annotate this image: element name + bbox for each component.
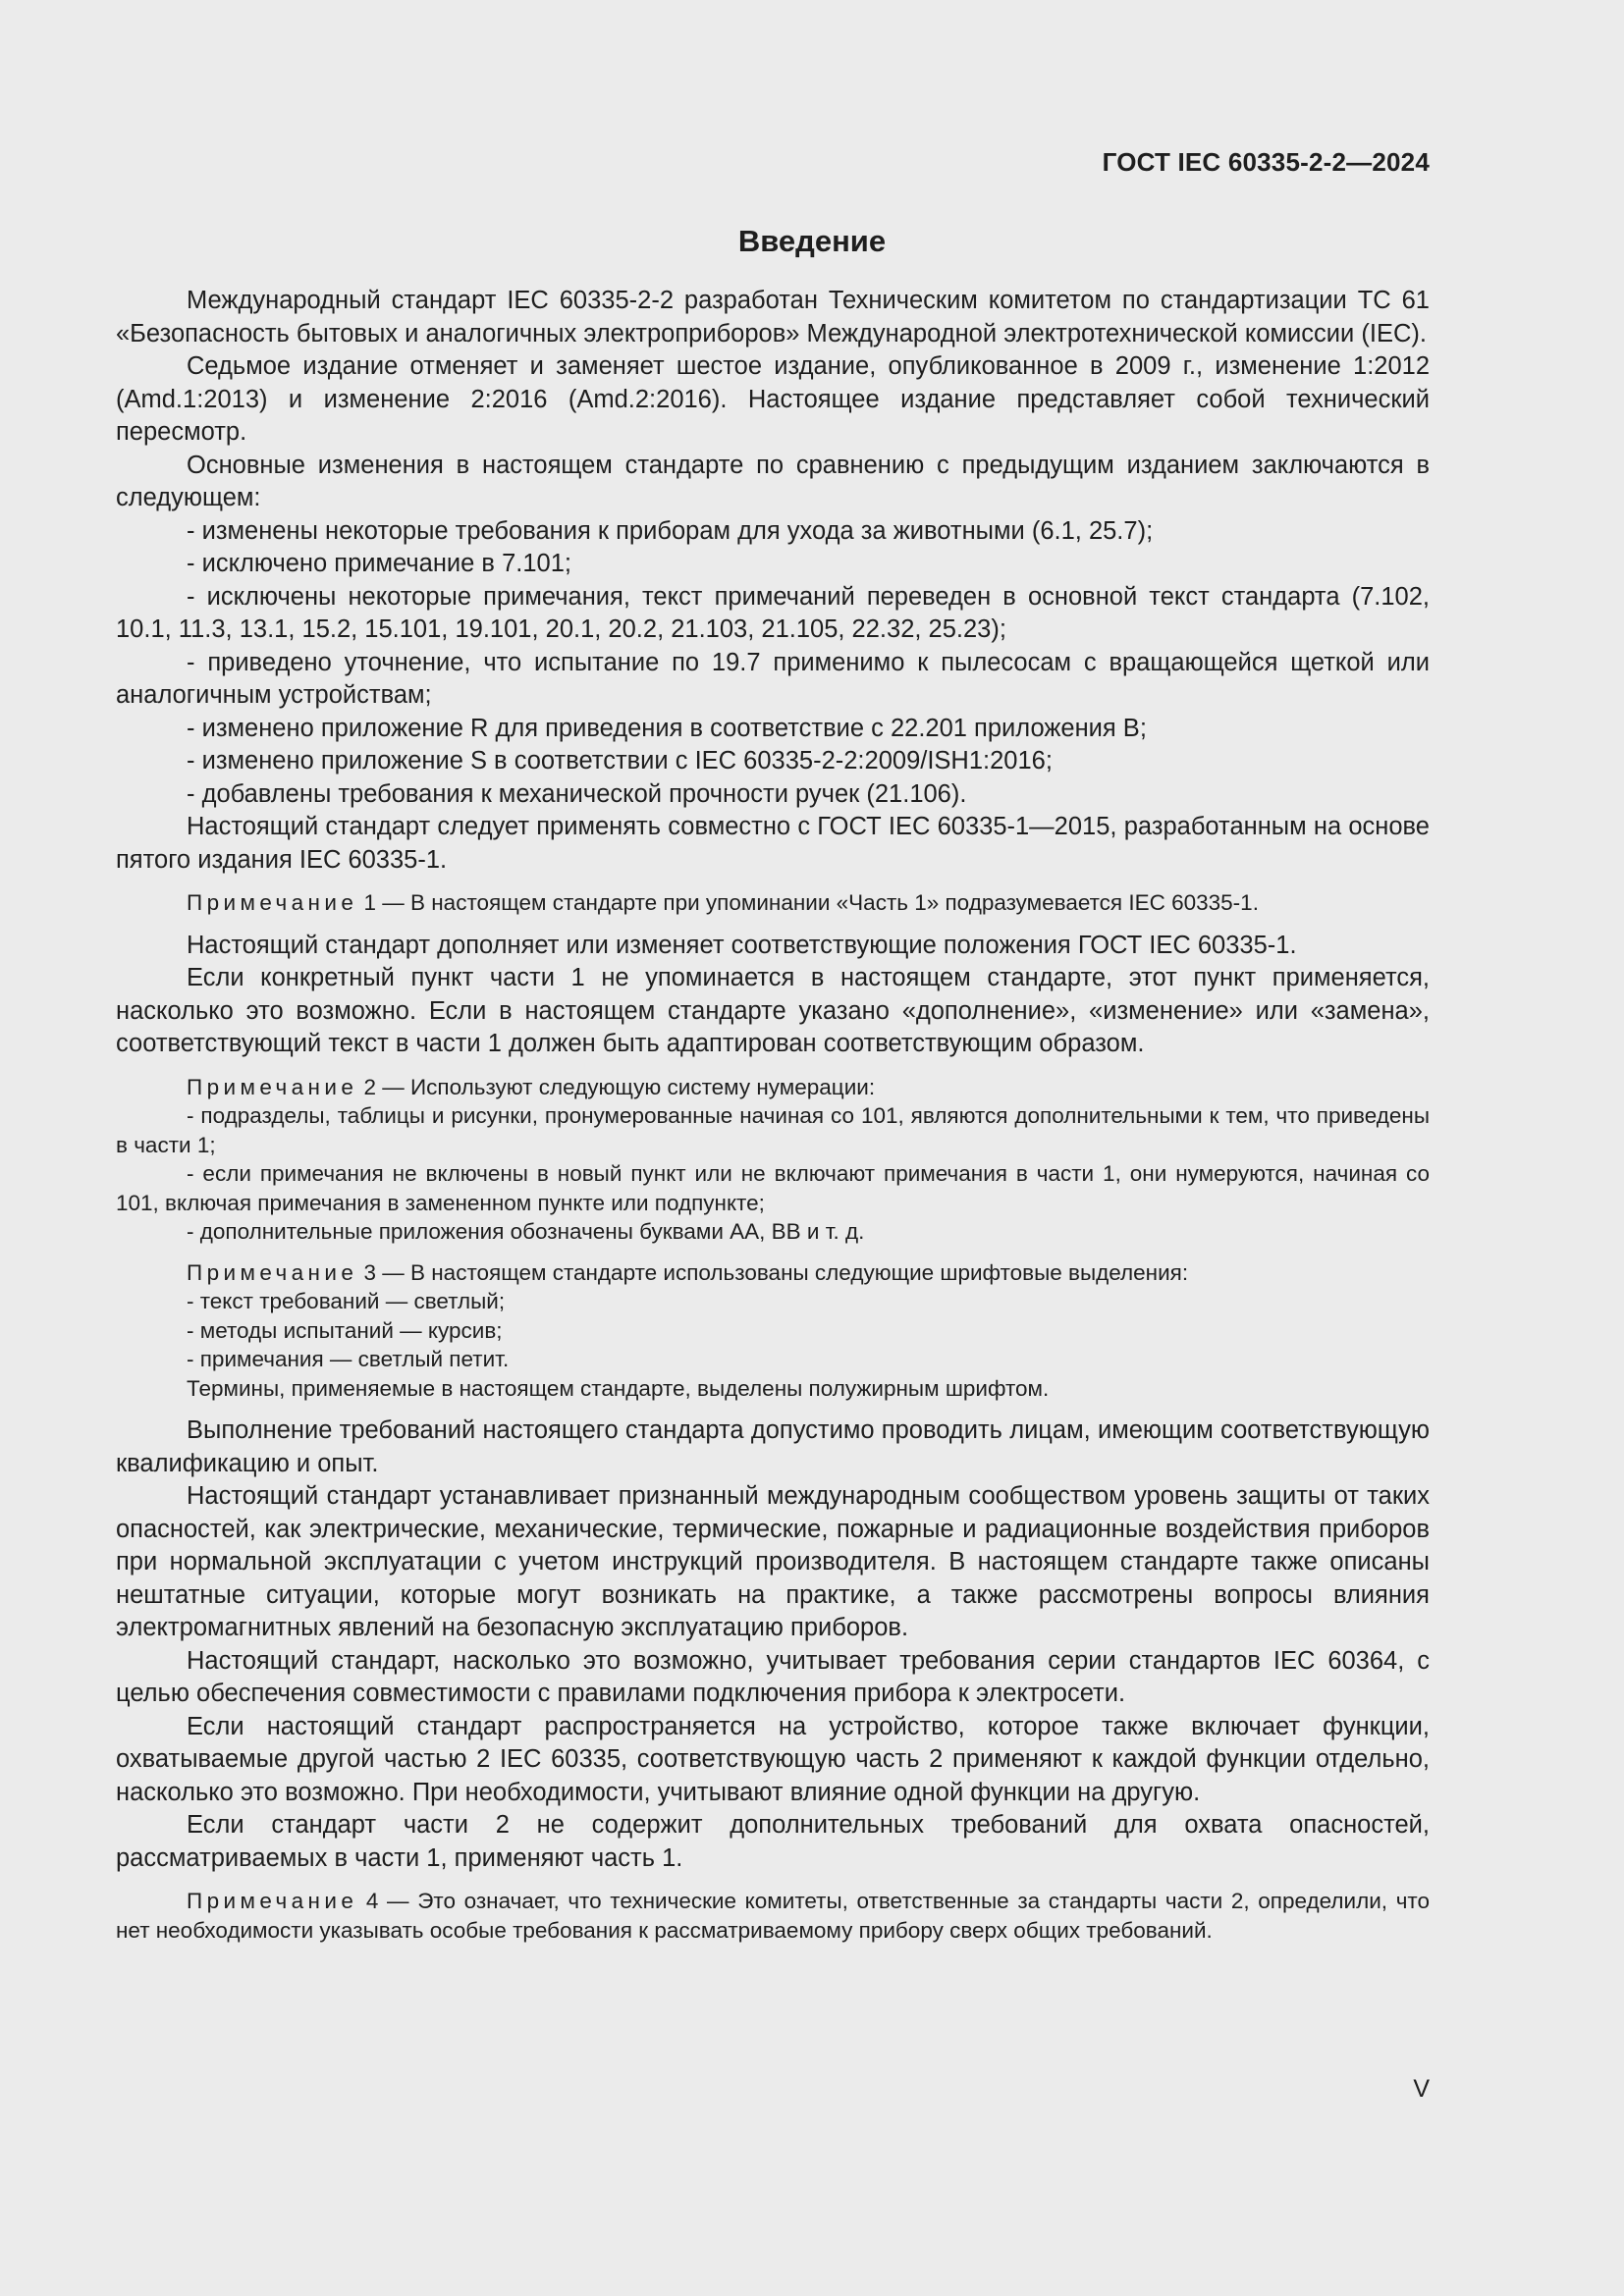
list-item: - добавлены требования к механической прочности ручек (21.106). [187, 779, 967, 808]
document-code: ГОСТ IEC 60335-2-2—2024 [1102, 147, 1430, 177]
note-list-item: - дополнительные приложения обозначены буквами АА, ВВ и т. д. [187, 1219, 865, 1244]
note-text [116, 888, 1430, 918]
note-list-item: - подразделы, таблицы и рисунки, пронумерованные начиная со 101, являются дополнительными к тем, что приведены в части 1; [116, 1103, 1430, 1157]
paragraph: Если стандарт части 2 не содержит дополнительных требований для охвата опасностей, рассматриваемых в части 1, применяют часть 1. [116, 1811, 1430, 1872]
note-body: 2 — Используют следующую систему нумерации: [357, 1074, 876, 1099]
paragraph: Настоящий стандарт, насколько это возможно, учитывает требования серии стандартов IEC 60364, с целью обеспечения совместимости с правилами подключения прибора к электросети. [116, 1646, 1430, 1707]
document-body [116, 285, 1430, 1956]
paragraph: Международный стандарт IEC 60335-2-2 разработан Техническим комитетом по стандартизации ТС 61 «Безопасность бытовых и аналогичных электроприборов» Международной электротехнической комиссии (IEC). [116, 287, 1430, 347]
section-title: Введение [737, 224, 887, 258]
note-list-item: - если примечания не включены в новый пункт или не включают примечания в части 1, они нумеруются, начиная со 101, включая примечания в замененном пункте или подпункте; [116, 1161, 1430, 1215]
note-label: Примечание [187, 1259, 358, 1285]
paragraph: Основные изменения в настоящем стандарте по сравнению с предыдущим изданием заключаются в следующем: [116, 451, 1430, 511]
list-item: - приведено уточнение, что испытание по 19.7 применимо к пылесосам с вращающейся щеткой или аналогичным устройствам; [116, 648, 1430, 709]
page-number: V [1413, 2075, 1430, 2103]
note-trailing-text: Термины, применяемые в настоящем стандарте, выделены полужирным шрифтом. [187, 1375, 1050, 1401]
note-2 [116, 1073, 1430, 1247]
list-item: - исключено примечание в 7.101; [187, 550, 571, 577]
paragraph: Седьмое издание отменяет и заменяет шестое издание, опубликованное в 2009 г., изменение 1:2012 (Amd.1:2013) и изменение 2:2016 (Amd.2:2016). Настоящее издание представляет собой технический пересмотр. [116, 352, 1430, 446]
changes-list [116, 515, 1430, 812]
note-4 [116, 1887, 1430, 1945]
note-list-item: - текст требований — светлый; [187, 1289, 506, 1313]
note-body: 4 — Это означает, что технические комитеты, ответственные за стандарты части 2, определили, что нет необходимости указывать особые требования к рассматриваемому прибору сверх общих требований. [116, 1889, 1430, 1943]
note-list-item: - методы испытаний — курсив; [187, 1317, 503, 1343]
paragraph: Настоящий стандарт следует применять совместно с ГОСТ IEC 60335-1—2015, разработанным на основе пятого издания IEC 60335-1. [116, 813, 1430, 874]
note-label: Примечание [187, 1074, 358, 1099]
list-item: - исключены некоторые примечания, текст примечаний переведен в основной текст стандарта (7.102, 10.1, 11.3, 13.1, 15.2, 15.101, 19.101, 20.1, 20.2, 21.103, 21.105, 22.32, 25.23); [116, 582, 1430, 643]
paragraph: Настоящий стандарт дополняет или изменяет соответствующие положения ГОСТ IEC 60335-1. [187, 931, 1297, 959]
note-body: 1 — В настоящем стандарте при упоминании «Часть 1» подразумевается IEC 60335-1. [357, 890, 1259, 915]
note-text [116, 1073, 1430, 1102]
note-label: Примечание [187, 890, 358, 915]
note-label: Примечание [187, 1889, 358, 1913]
paragraph: Если конкретный пункт части 1 не упоминается в настоящем стандарте, этот пункт применяется, насколько это возможно. Если в настоящем стандарте указано «дополнение», «изменение» или «замена», соответствующий текст в части 1 должен быть адаптирован соответствующим образом. [116, 964, 1430, 1057]
note-list-item: - примечания — светлый петит. [187, 1347, 510, 1371]
paragraph: Если настоящий стандарт распространяется на устройство, которое также включает функции, охватываемые другой частью 2 IEC 60335, соответствующую часть 2 применяют к каждой функции отдельно, насколько это возможно. При необходимости, учитывают влияние одной функции на другую. [116, 1712, 1430, 1806]
list-item: - изменено приложение S в соответствии с IEC 60335-2-2:2009/ISH1:2016; [187, 747, 1053, 774]
note-1 [116, 888, 1430, 918]
note-3 [116, 1258, 1430, 1404]
list-item: - изменены некоторые требования к приборам для ухода за животными (6.1, 25.7); [187, 516, 1154, 545]
note-text [116, 1258, 1430, 1288]
note-body: 3 — В настоящем стандарте использованы следующие шрифтовые выделения: [357, 1259, 1189, 1285]
list-item: - изменено приложение R для приведения в соответствие с 22.201 приложения В; [187, 714, 1147, 742]
paragraph: Выполнение требований настоящего стандарта допустимо проводить лицам, имеющим соответствующую квалификацию и опыт. [116, 1416, 1430, 1477]
paragraph: Настоящий стандарт устанавливает признанный международным сообществом уровень защиты от таких опасностей, как электрические, механические, термические, пожарные и радиационные воздействия приборов при нормальной эксплуатации с учетом инструкций производителя. В настоящем стандарте также описаны нештатные ситуации, которые могут возникать на практике, а также рассмотрены вопросы влияния электромагнитных явлений на безопасную эксплуатацию приборов. [116, 1482, 1430, 1641]
note-text [116, 1887, 1430, 1945]
